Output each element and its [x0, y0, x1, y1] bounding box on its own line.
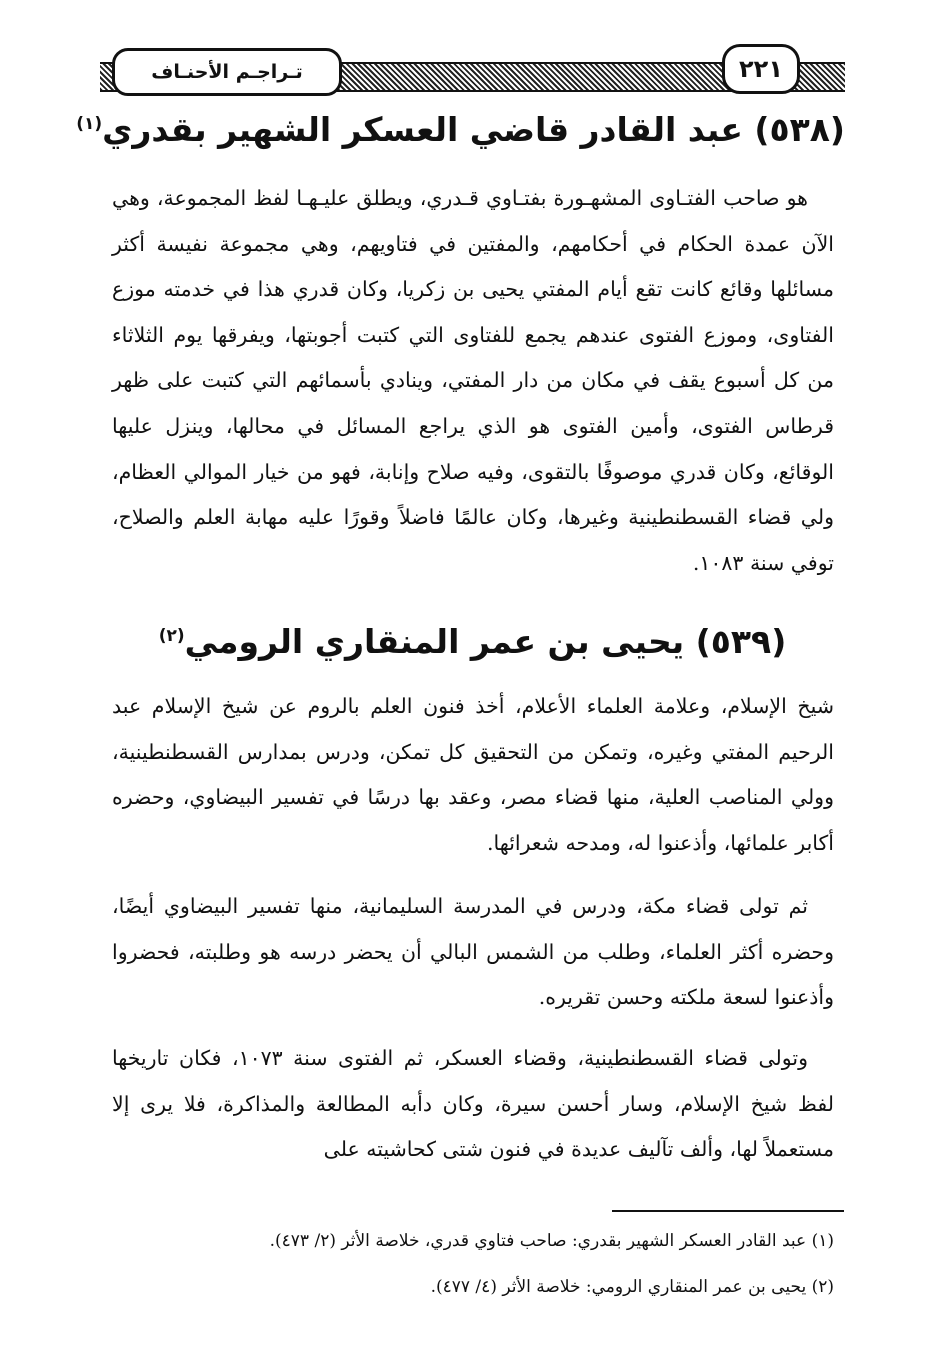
running-title-box: [112, 48, 342, 96]
footnote-1: (١) عبد القادر العسكر الشهير بقدري: صاحب فتاوي قدري، خلاصة الأثر (٢/ ٤٧٣).: [269, 1231, 834, 1251]
footnote-2: (٢) يحيى بن عمر المنقاري الرومي: خلاصة الأثر (٤/ ٤٧٧).: [430, 1277, 834, 1297]
running-title: تـراجـم الأحنـاف: [151, 61, 303, 83]
entry-heading-538: [76, 104, 845, 156]
entry-title: (٥٣٩) يحيى بن عمر المنقاري الرومي: [184, 622, 787, 661]
entry-title: (٥٣٨) عبد القادر قاضي العسكر الشهير بقدري: [102, 110, 845, 149]
footnote-ref-1: (١): [76, 114, 103, 134]
entry-539-paragraph-1: شيخ الإسلام، وعلامة العلماء الأعلام، أخذ فنون العلم بالروم عن شيخ الإسلام عبد الرحيم المفتي وغيره، وتمكن من التحقيق كل تمكن، ودرس بمدارس القسطنطينية، وولي المناصب العلية، منها قضاء مصر، وعقد بها درسًا في تفسير البيضاوي، وحضره أكابر علمائها، وأذعنوا له، ومدحه شعرائها.: [112, 694, 834, 855]
page-number-box: [722, 44, 800, 94]
entry-539-paragraph-2: ثم تولى قضاء مكة، ودرس في المدرسة السليمانية، منها تفسير البيضاوي أيضًا، وحضره أكثر العلماء، وطلب من الشمس البالي أن يحضر درسه هو وطلبته، فحضروا وأذعنوا لسعة ملكته وحسن تقريره.: [112, 894, 834, 1010]
entry-539-paragraph-3: وتولى قضاء القسطنطينية، وقضاء العسكر، ثم الفتوى سنة ١٠٧٣، فكان تاريخها لفظ شيخ الإسلام، وسار أحسن سيرة، وكان دأبه المطالعة والمذاكرة، فلا يرى إلا مستعملاً لها، وألف تآليف عديدة في فنون شتى كحاشيته على: [112, 1046, 834, 1162]
footnote-ref-2: (٢): [158, 626, 185, 646]
page-number: ٢٢١: [739, 55, 783, 83]
entry-heading-539: [100, 616, 845, 668]
entry-538-paragraph: هو صاحب الفتـاوى المشهـورة بفتـاوي قـدري، ويطلق عليـهـا لفظ المجموعة، وهي الآن عمدة الحكام في أحكامهم، والمفتين في فتاويهم، وهي مجموعة نفيسة أكثر مسائلها وقائع كانت تقع أيام المفتي يحيى بن زكريا، وكان قدري هذا في خدمته موزع الفتاوى، وموزع الفتوى عندهم يجمع للفتاوى التي كتبت أجوبتها، ويفرقها يوم الثلاثاء من كل أسبوع يقف في مكان من دار المفتي، وينادي بأسمائهم التي كتبت على ظهر قرطاس الفتوى، وأمين الفتوى هو الذي يراجع المسائل في محالها، وينزل عليها الوقائع، وكان قدري موصوفًا بالتقوى، وفيه صلاح وإنابة، فهو من خيار الموالي العظام، ولي قضاء القسطنطينية وغيرها، وكان عالمًا فاضلاً وقورًا عليه مهابة العلم والصلاح، توفي سنة ١٠٨٣.: [112, 186, 834, 575]
footnote-separator: [612, 1210, 844, 1212]
